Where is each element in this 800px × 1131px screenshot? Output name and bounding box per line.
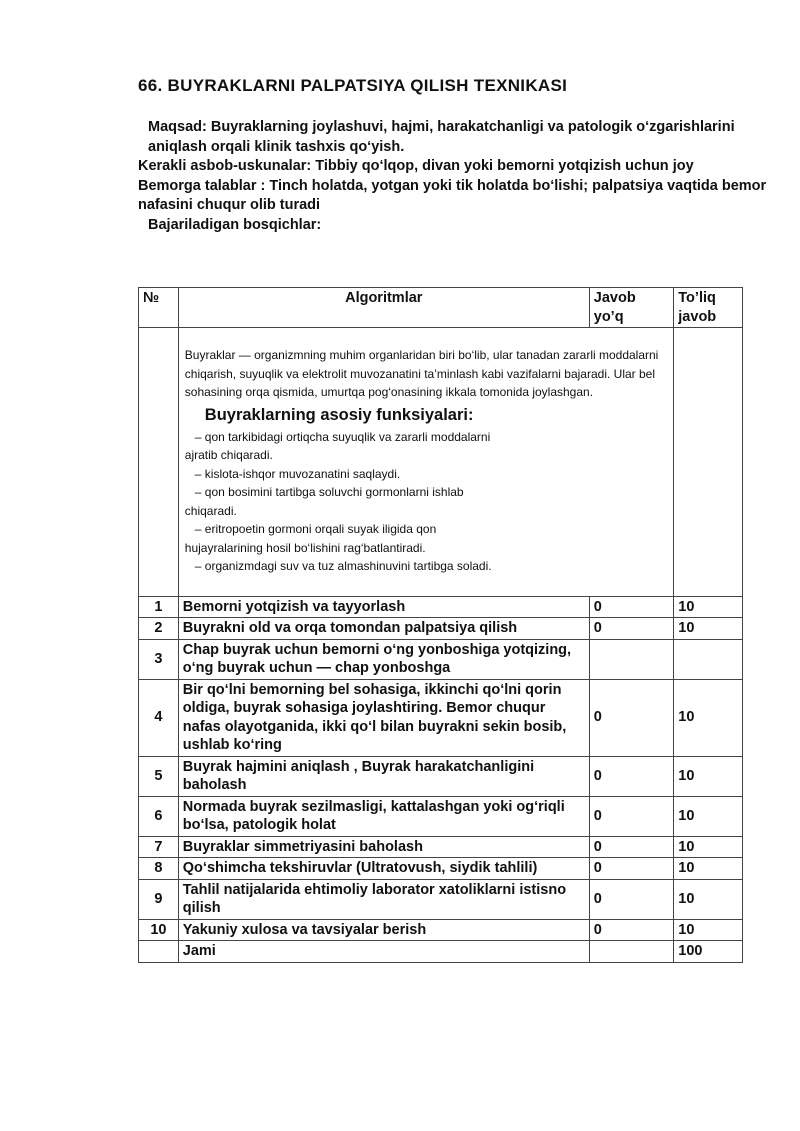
row-algorithm: Buyraklar simmetriyasini baholash	[178, 836, 589, 858]
table-row	[139, 858, 743, 880]
row-algorithm: Bir qo‘lni bemorning bel sohasiga, ikkinchi qo‘lni qorin oldiga, buyrak sohasiga joylashtiring. Bemor chuqur nafas olayotganida, ikki qo‘l bilan buyrakni sekin bosib, ushlab ko‘ring	[178, 679, 589, 756]
row-algorithm: Qo‘shimcha tekshiruvlar (Ultratovush, siydik tahlili)	[178, 858, 589, 880]
equipment-text: Kerakli asbob-uskunalar: Tibbiy qo‘lqop, divan yoki bemorni yotqizish uchun joy	[138, 158, 694, 174]
row-number: 4	[139, 679, 179, 756]
info-empty-cell	[139, 328, 179, 597]
info-paragraph: Buyraklar — organizmning muhim organlaridan biri bo‘lib, ular tanadan zararli moddalarni chiqarish, suyuqlik va elektrolit muvozanatini ta’minlash kabi vazifalarni bajaradi. Ular bel sohasining orqa qismida, umurtqa pog‘onasining ikkala tomonida joylashgan.	[184, 348, 659, 399]
row-number: 3	[139, 639, 179, 679]
table-row	[139, 756, 743, 796]
row-number: 1	[139, 596, 179, 618]
function-item: chiqaradi.	[184, 503, 237, 518]
row-full-answer: 10	[674, 919, 743, 941]
row-no-answer: 0	[589, 756, 674, 796]
row-full-answer: 10	[674, 879, 743, 919]
info-cell	[178, 328, 674, 597]
function-item: hujayralarining hosil bo‘lishini rag‘batlantiradi.	[184, 540, 426, 555]
table-row	[139, 919, 743, 941]
function-item: – qon bosimini tartibga soluvchi gormonlarni ishlab	[194, 485, 464, 499]
table-header-row	[139, 288, 743, 328]
row-algorithm: Buyrak hajmini aniqlash , Buyrak harakatchanligini baholash	[178, 756, 589, 796]
row-algorithm: Chap buyrak uchun bemorni o‘ng yonboshiga yotqizing, o‘ng buyrak uchun — chap yonboshga	[178, 639, 589, 679]
total-number-cell	[139, 941, 179, 963]
row-full-answer: 10	[674, 679, 743, 756]
row-number: 5	[139, 756, 179, 796]
algorithm-table	[138, 287, 743, 963]
function-item: – qon tarkibidagi ortiqcha suyuqlik va zararli moddalarni	[194, 429, 491, 444]
functions-list	[185, 428, 668, 576]
row-no-answer: 0	[589, 879, 674, 919]
row-algorithm: Tahlil natijalarida ehtimoliy laborator xatoliklarni istisno qilish	[178, 879, 589, 919]
table-row	[139, 596, 743, 618]
page-title: 66. BUYRAKLARNI PALPATSIYA QILISH TEXNIKASI	[138, 76, 568, 95]
steps-heading: Bajariladigan bosqichlar:	[148, 216, 322, 233]
info-row	[139, 328, 743, 597]
row-algorithm: Bemorni yotqizish va tayyorlash	[178, 596, 589, 618]
function-item: – eritropoetin gormoni orqali suyak iligida qon	[194, 522, 437, 536]
row-no-answer: 0	[589, 858, 674, 880]
row-full-answer: 10	[674, 756, 743, 796]
row-algorithm: Yakuniy xulosa va tavsiyalar berish	[178, 919, 589, 941]
total-value: 100	[674, 941, 743, 963]
row-no-answer: 0	[589, 618, 674, 640]
row-no-answer	[589, 639, 674, 679]
functions-subheading: Buyraklarning asosiy funksiyalari:	[204, 405, 474, 424]
row-algorithm: Normada buyrak sezilmasligi, kattalashgan yoki og‘riqli bo‘lsa, patologik holat	[178, 796, 589, 836]
total-label: Jami	[178, 941, 589, 963]
table-row	[139, 796, 743, 836]
patient-requirements-text: Bemorga talablar : Tinch holatda, yotgan yoki tik holatda bo‘lishi; palpatsiya vaqtida bemor nafasini chuqur olib turadi	[138, 177, 767, 213]
row-no-answer: 0	[589, 919, 674, 941]
row-full-answer: 10	[674, 836, 743, 858]
row-full-answer	[674, 639, 743, 679]
row-algorithm: Buyrakni old va orqa tomondan palpatsiya qilish	[178, 618, 589, 640]
goal-text: Maqsad: Buyraklarning joylashuvi, hajmi, harakatchanligi va patologik o‘zgarishlarini aniqlash orqali klinik tashxis qo‘yish.	[148, 119, 735, 155]
row-number: 10	[139, 919, 179, 941]
row-number: 7	[139, 836, 179, 858]
function-item: – organizmdagi suv va tuz almashinuvini tartibga soladi.	[194, 559, 492, 573]
table-row	[139, 836, 743, 858]
header-full-answer: To’liq javob	[674, 288, 743, 328]
header-number: №	[139, 288, 179, 328]
row-full-answer: 10	[674, 796, 743, 836]
row-number: 9	[139, 879, 179, 919]
intro-block	[138, 118, 770, 235]
table-row	[139, 879, 743, 919]
row-no-answer: 0	[589, 596, 674, 618]
header-algorithms: Algoritmlar	[178, 288, 589, 328]
info-empty-cell	[674, 328, 743, 597]
table-row	[139, 639, 743, 679]
row-number: 6	[139, 796, 179, 836]
table-row	[139, 679, 743, 756]
function-item: ajratib chiqaradi.	[184, 448, 273, 462]
row-number: 8	[139, 858, 179, 880]
row-no-answer: 0	[589, 796, 674, 836]
row-no-answer: 0	[589, 679, 674, 756]
table-row	[139, 618, 743, 640]
header-no-answer: Javob yo’q	[589, 288, 674, 328]
row-full-answer: 10	[674, 858, 743, 880]
total-row	[139, 941, 743, 963]
row-number: 2	[139, 618, 179, 640]
row-full-answer: 10	[674, 618, 743, 640]
row-no-answer: 0	[589, 836, 674, 858]
row-full-answer: 10	[674, 596, 743, 618]
function-item: – kislota-ishqor muvozanatini saqlaydi.	[194, 466, 401, 481]
total-empty-cell	[589, 941, 674, 963]
